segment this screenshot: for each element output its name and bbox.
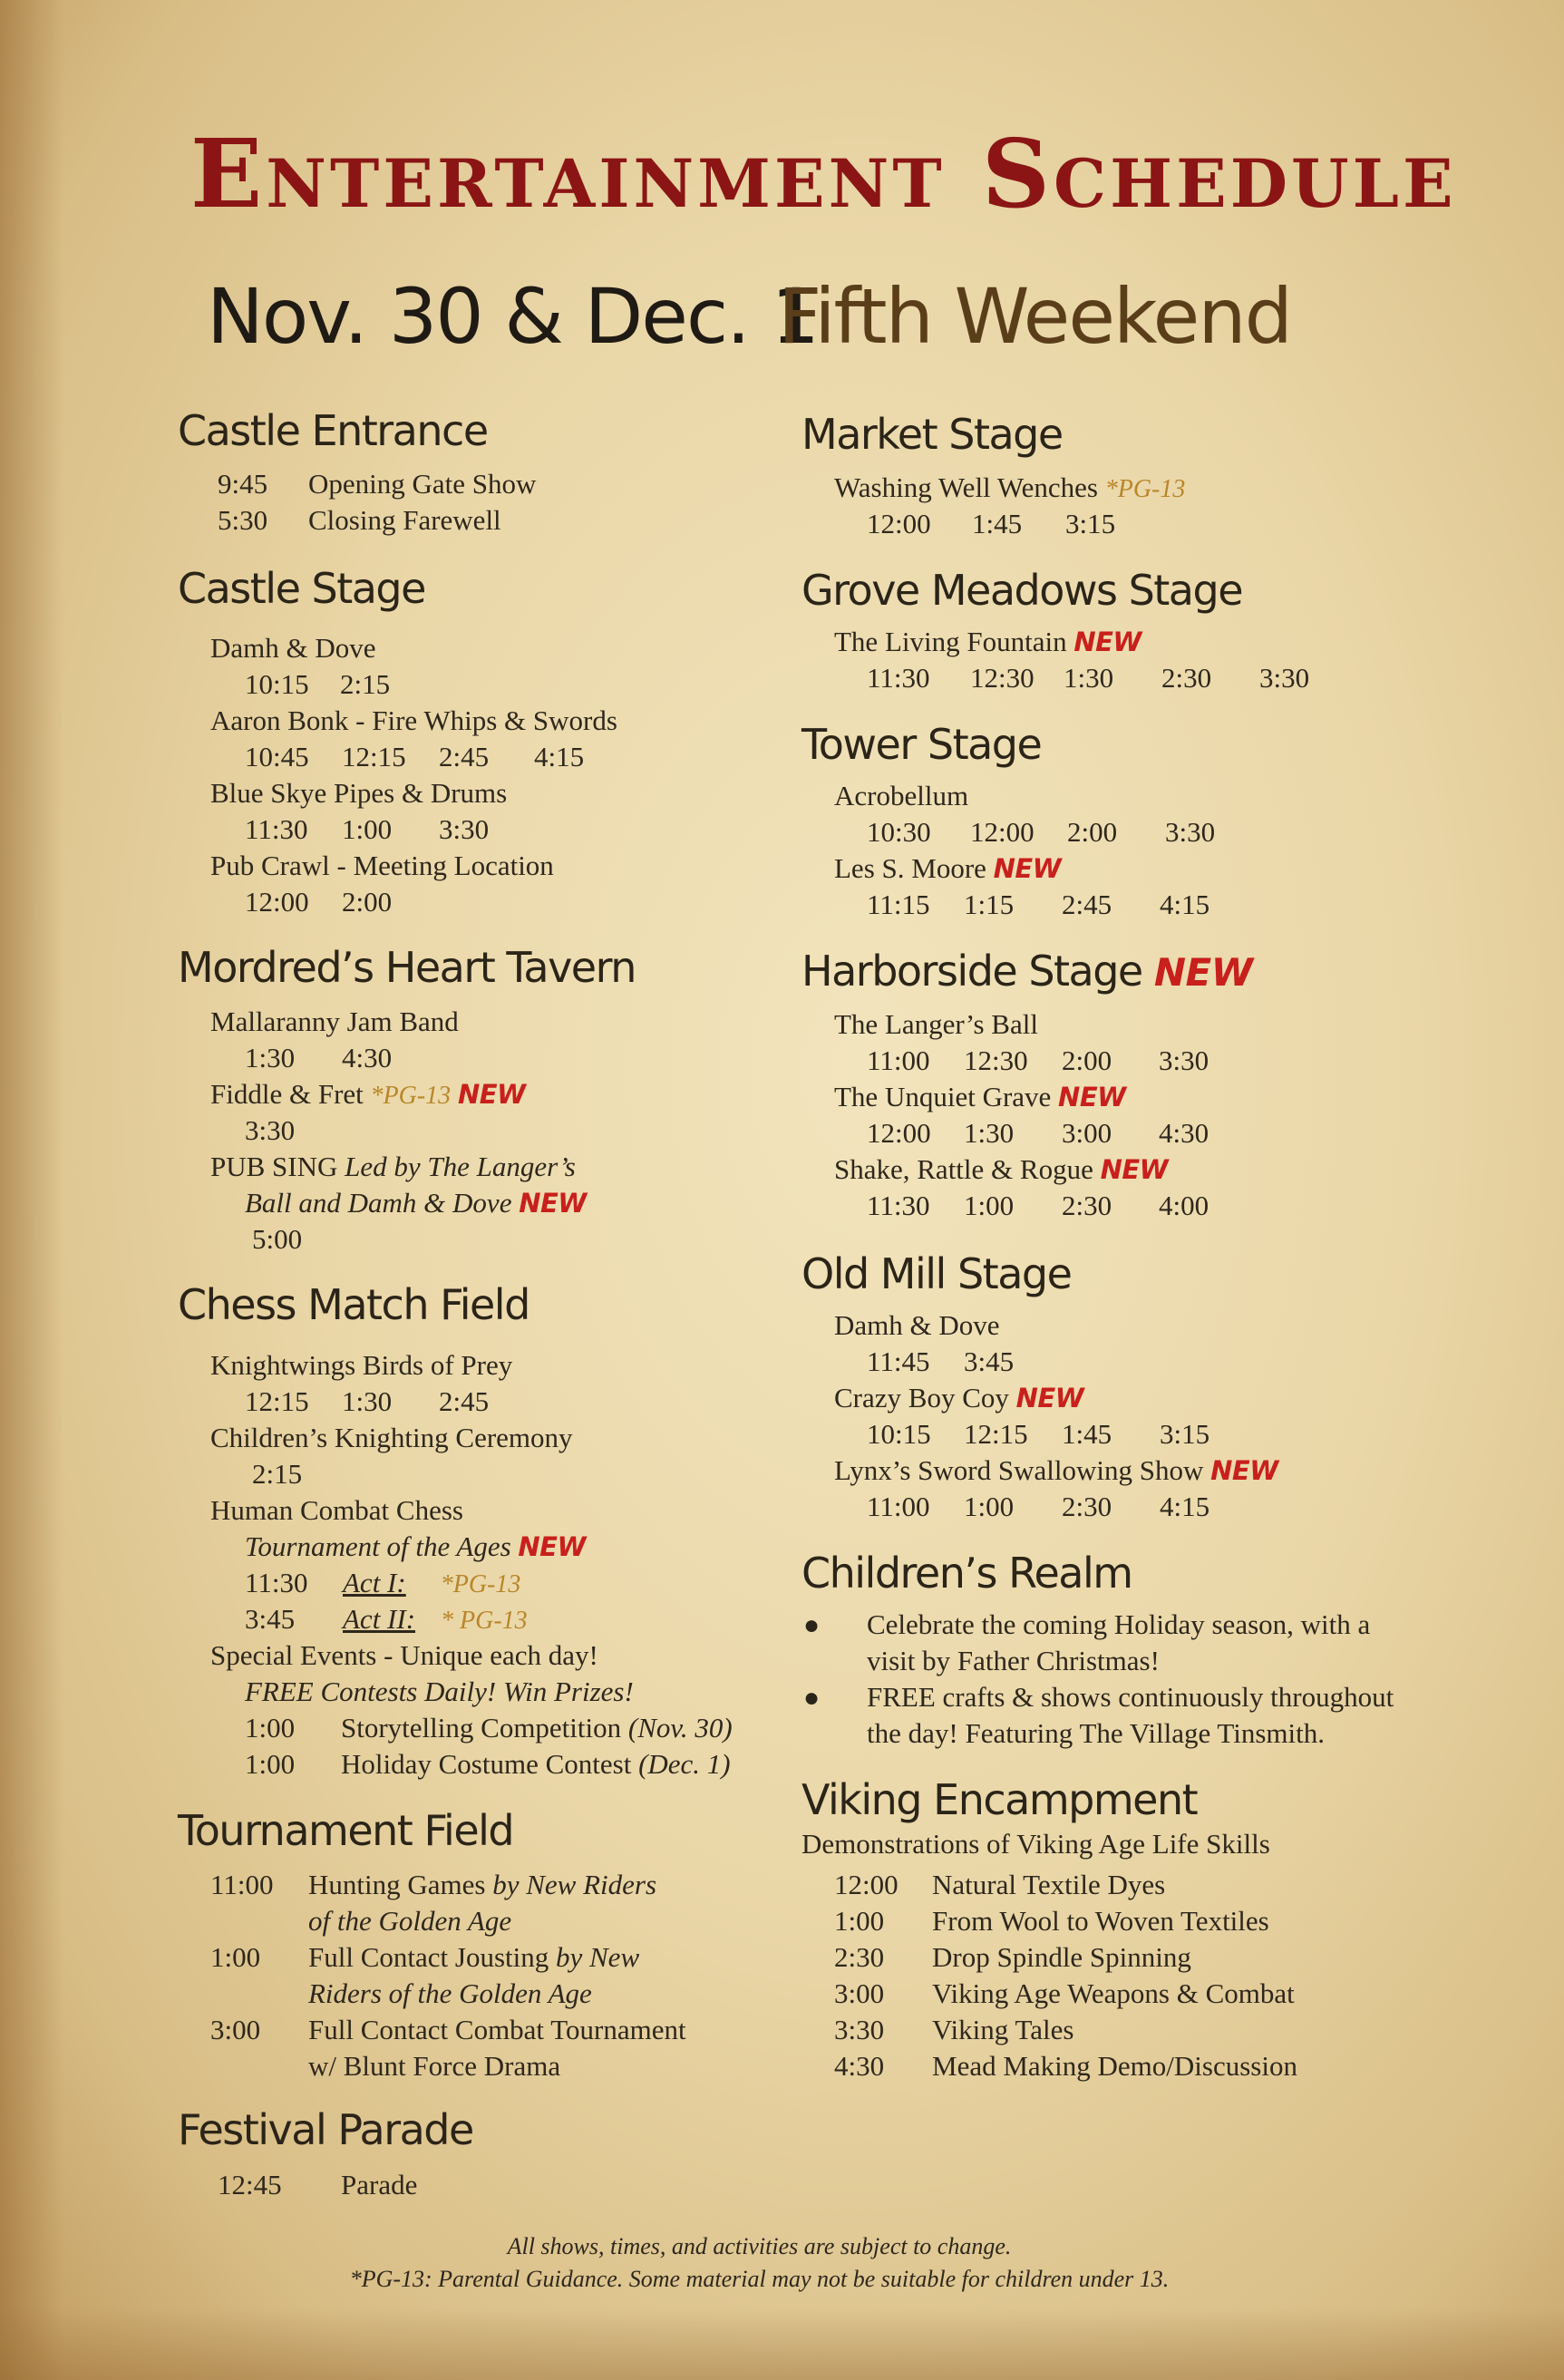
- old-mill-stage-heading: Old Mill Stage: [801, 1249, 1072, 1298]
- act-times: 10:30 12:00 2:00 3:30: [867, 816, 1216, 848]
- act-label: Act I: *PG-13: [343, 1567, 521, 1598]
- schedule-event: Viking Age Weapons & Combat: [932, 1977, 1295, 2009]
- schedule-time: 3:30: [834, 2014, 885, 2045]
- pg13-tag: * PG-13: [441, 1607, 528, 1635]
- act-times: 2:15: [252, 1458, 303, 1490]
- act-times: 1:30 4:30: [245, 1042, 393, 1073]
- new-tag: NEW: [1058, 1082, 1126, 1112]
- act-name: The Unquiet Grave NEW: [834, 1081, 1126, 1112]
- act-times: 11:00 12:30 2:00 3:30: [867, 1044, 1209, 1076]
- act-name: Crazy Boy Coy NEW: [834, 1382, 1084, 1413]
- act-name: Aaron Bonk - Fire Whips & Swords: [210, 704, 617, 736]
- schedule-event-cont: of the Golden Age: [308, 1905, 512, 1937]
- act-times: 11:30 1:00 2:30 4:00: [867, 1190, 1209, 1221]
- pub-sing-line: PUB SING Led by The Langer’s: [210, 1151, 576, 1182]
- act-times: 10:45 12:15 2:45 4:15: [245, 741, 585, 772]
- act-times: 12:00 1:30 3:00 4:30: [867, 1117, 1209, 1149]
- paper-edge-bottom: [0, 2307, 1564, 2380]
- schedule-time: 4:30: [834, 2050, 885, 2082]
- act-name: Lynx’s Sword Swallowing Show NEW: [834, 1454, 1278, 1486]
- act-times: 12:00 2:00: [245, 886, 393, 918]
- viking-heading: Viking Encampment: [801, 1775, 1198, 1824]
- chess-field-heading: Chess Match Field: [178, 1280, 529, 1329]
- new-tag: NEW: [457, 1079, 526, 1110]
- new-tag: NEW: [1073, 627, 1141, 657]
- act-name: Mallaranny Jam Band: [210, 1005, 459, 1037]
- new-tag: NEW: [518, 1531, 586, 1562]
- tower-stage-heading: Tower Stage: [801, 720, 1042, 769]
- pg13-tag: *PG-13: [370, 1082, 452, 1110]
- act-times: 5:00: [252, 1223, 303, 1255]
- schedule-event: Full Contact Combat Tournament: [308, 2014, 686, 2045]
- childrens-item: FREE crafts & shows continuously throughout: [867, 1681, 1394, 1713]
- schedule-time: 1:00: [210, 1941, 261, 1973]
- schedule-event-cont: Riders of the Golden Age: [308, 1977, 592, 2009]
- schedule-event: Hunting Games by New Riders: [308, 1869, 657, 1900]
- childrens-item: Celebrate the coming Holiday season, with a: [867, 1608, 1371, 1640]
- grove-stage-heading: Grove Meadows Stage: [801, 566, 1242, 615]
- act-times: 11:30 12:30 1:30 2:30 3:30: [867, 662, 1310, 694]
- schedule-event-cont: w/ Blunt Force Drama: [308, 2050, 561, 2082]
- act-name: Shake, Rattle & Rogue NEW: [834, 1153, 1169, 1185]
- mordreds-tavern-heading: Mordred’s Heart Tavern: [178, 943, 636, 992]
- schedule-time: 3:00: [210, 2014, 261, 2045]
- new-tag: NEW: [1210, 1455, 1278, 1486]
- schedule-time: 12:00: [834, 1869, 899, 1900]
- act-times: 12:00 1:45 3:15: [867, 508, 1116, 539]
- special-events: Special Events - Unique each day!: [210, 1639, 598, 1671]
- castle-stage-heading: Castle Stage: [178, 564, 425, 613]
- new-tag: NEW: [1100, 1154, 1169, 1185]
- tournament-ages: Tournament of the Ages NEW: [245, 1530, 586, 1562]
- contest-event: Holiday Costume Contest (Dec. 1): [341, 1748, 731, 1780]
- act-name: Damh & Dove: [834, 1309, 1000, 1341]
- act-times: 12:15 1:30 2:45: [245, 1385, 490, 1417]
- schedule-event: Closing Farewell: [308, 504, 501, 536]
- act-times: 3:30: [245, 1114, 296, 1146]
- date-heading: Nov. 30 & Dec. 1: [207, 272, 819, 361]
- schedule-event: Full Contact Jousting by New: [308, 1941, 640, 1973]
- act-time: 3:45: [245, 1603, 296, 1635]
- act-times: 10:15 12:15 1:45 3:15: [867, 1418, 1210, 1450]
- castle-entrance-heading: Castle Entrance: [178, 406, 488, 455]
- festival-parade-heading: Festival Parade: [178, 2105, 473, 2154]
- new-tag: NEW: [1015, 1383, 1084, 1413]
- schedule-time: 9:45: [218, 468, 268, 500]
- act-name: Human Combat Chess: [210, 1494, 463, 1526]
- bullet-icon: ●: [803, 1683, 821, 1713]
- footer-disclaimer: All shows, times, and activities are subject to change.: [507, 2233, 1012, 2259]
- act-name: Pub Crawl - Meeting Location: [210, 850, 554, 881]
- bullet-icon: ●: [803, 1610, 821, 1640]
- schedule-event: Natural Textile Dyes: [932, 1869, 1166, 1900]
- pub-sing-line-2: Ball and Damh & Dove NEW: [245, 1187, 587, 1219]
- contest-event: Storytelling Competition (Nov. 30): [341, 1712, 733, 1744]
- schedule-event: From Wool to Woven Textiles: [932, 1905, 1269, 1937]
- act-label: Act II: * PG-13: [343, 1603, 528, 1635]
- schedule-event: Parade: [341, 2169, 418, 2200]
- act-name: Fiddle & Fret *PG-13 NEW: [210, 1078, 526, 1110]
- tournament-field-heading: Tournament Field: [178, 1806, 514, 1855]
- childrens-item-cont: visit by Father Christmas!: [867, 1645, 1160, 1676]
- act-name: Les S. Moore NEW: [834, 852, 1062, 884]
- act-time: 11:30: [245, 1567, 308, 1598]
- act-name: The Langer’s Ball: [834, 1008, 1038, 1040]
- new-tag: NEW: [519, 1188, 587, 1219]
- schedule-event: Opening Gate Show: [308, 468, 537, 500]
- act-name: The Living Fountain NEW: [834, 626, 1141, 657]
- act-name: Damh & Dove: [210, 632, 376, 664]
- pg13-tag: *PG-13: [440, 1570, 521, 1598]
- schedule-event: Viking Tales: [932, 2014, 1074, 2045]
- act-name: Children’s Knighting Ceremony: [210, 1422, 573, 1453]
- act-times: 10:15 2:15: [245, 668, 391, 700]
- schedule-time: 11:00: [210, 1869, 274, 1900]
- schedule-time: 5:30: [218, 504, 268, 536]
- schedule-time: 12:45: [218, 2169, 282, 2200]
- childrens-realm-heading: Children’s Realm: [801, 1549, 1132, 1598]
- paper-edge-left: [0, 0, 63, 2380]
- weekend-heading: Fifth Weekend: [778, 272, 1291, 361]
- harborside-stage-heading: Harborside Stage NEW: [801, 947, 1253, 996]
- viking-subheading: Demonstrations of Viking Age Life Skills: [801, 1828, 1270, 1860]
- act-name: Acrobellum: [834, 780, 969, 811]
- act-times: 11:15 1:15 2:45 4:15: [867, 889, 1210, 920]
- act-times: 11:30 1:00 3:30: [245, 813, 490, 845]
- schedule-time: 1:00: [834, 1905, 885, 1937]
- new-tag: NEW: [1153, 950, 1253, 995]
- market-stage-heading: Market Stage: [801, 410, 1063, 459]
- schedule-event: Mead Making Demo/Discussion: [932, 2050, 1297, 2082]
- contest-time: 1:00: [245, 1712, 296, 1744]
- act-name: Knightwings Birds of Prey: [210, 1349, 513, 1381]
- new-tag: NEW: [993, 853, 1062, 884]
- schedule-time: 2:30: [834, 1941, 885, 1973]
- act-name: Blue Skye Pipes & Drums: [210, 777, 508, 809]
- act-times: 11:00 1:00 2:30 4:15: [867, 1491, 1210, 1522]
- schedule-time: 3:00: [834, 1977, 885, 2009]
- free-contests: FREE Contests Daily! Win Prizes!: [245, 1676, 634, 1707]
- pg13-tag: *PG-13: [1104, 475, 1186, 503]
- schedule-event: Drop Spindle Spinning: [932, 1941, 1191, 1973]
- act-times: 11:45 3:45: [867, 1345, 1015, 1377]
- childrens-item-cont: the day! Featuring The Village Tinsmith.: [867, 1717, 1326, 1749]
- act-name: Washing Well Wenches *PG-13: [834, 471, 1186, 503]
- contest-time: 1:00: [245, 1748, 296, 1780]
- page-title: Entertainment Schedule: [190, 118, 1457, 229]
- footer-pg13-note: *PG-13: Parental Guidance. Some material may not be suitable for children under 13.: [349, 2266, 1170, 2292]
